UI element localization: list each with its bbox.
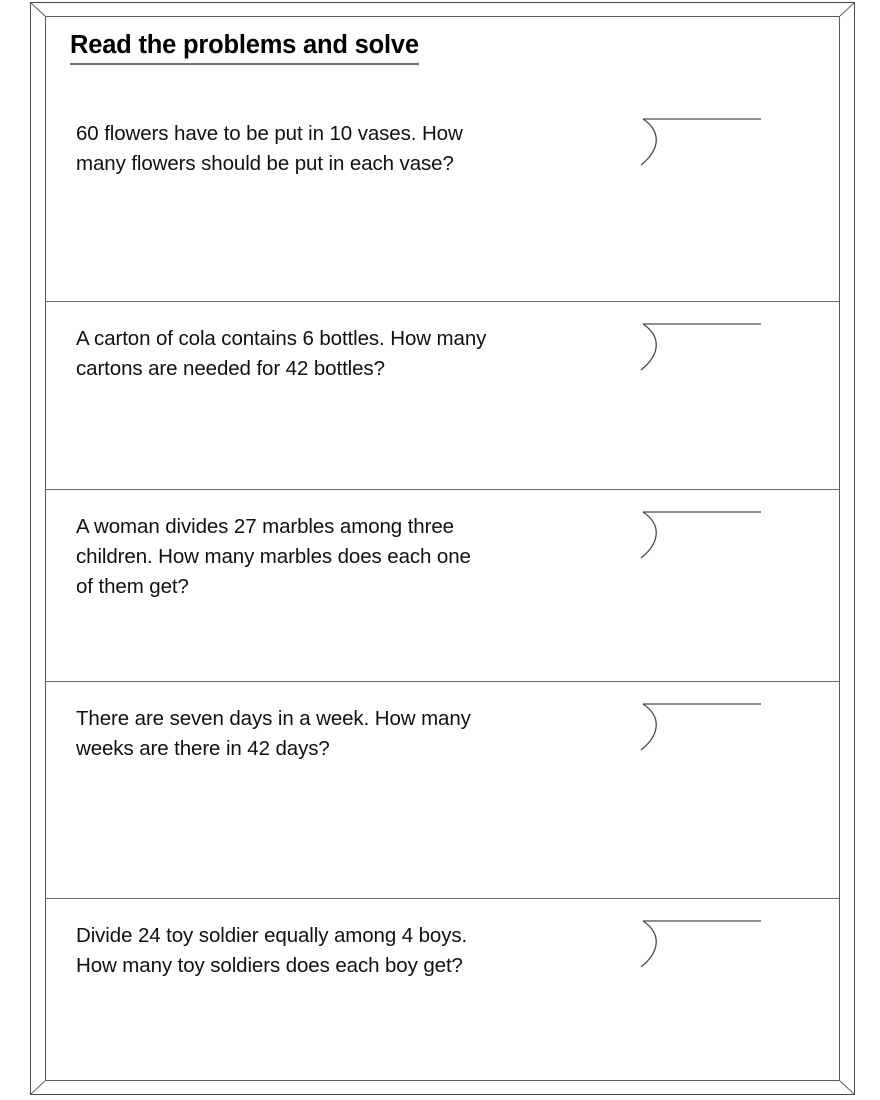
problem-statement (76, 512, 621, 602)
long-division-bracket-icon[interactable] (631, 502, 761, 562)
problem-line: A woman divides 27 marbles among three (76, 515, 454, 538)
table-row (46, 302, 839, 490)
problem-line: of them get? (76, 575, 189, 598)
problem-line: A carton of cola contains 6 bottles. How many (76, 327, 487, 350)
long-division-bracket-icon[interactable] (631, 911, 761, 971)
problem-statement (76, 704, 621, 764)
problem-statement (76, 921, 621, 981)
table-row (46, 899, 839, 1082)
table-row (46, 97, 839, 302)
problem-line: many flowers should be put in each vase? (76, 152, 454, 175)
table-row (46, 490, 839, 682)
problems-table (46, 97, 839, 1080)
problem-line: There are seven days in a week. How many (76, 707, 471, 730)
problem-line: 60 flowers have to be put in 10 vases. How (76, 122, 463, 145)
page-title-wrap (70, 31, 419, 65)
problem-line: children. How many marbles does each one (76, 545, 471, 568)
table-row (46, 682, 839, 899)
problem-line: Divide 24 toy soldier equally among 4 boys. (76, 924, 468, 947)
long-division-bracket-icon[interactable] (631, 314, 761, 374)
page-title: Read the problems and solve (70, 31, 419, 65)
problem-line: How many toy soldiers does each boy get? (76, 954, 463, 977)
problem-line: cartons are needed for 42 bottles? (76, 357, 385, 380)
problem-statement (76, 119, 621, 179)
worksheet-outer-frame (30, 2, 855, 1095)
long-division-bracket-icon[interactable] (631, 109, 761, 169)
worksheet-page (45, 16, 840, 1081)
problem-statement (76, 324, 621, 384)
problem-line: weeks are there in 42 days? (76, 737, 330, 760)
long-division-bracket-icon[interactable] (631, 694, 761, 754)
